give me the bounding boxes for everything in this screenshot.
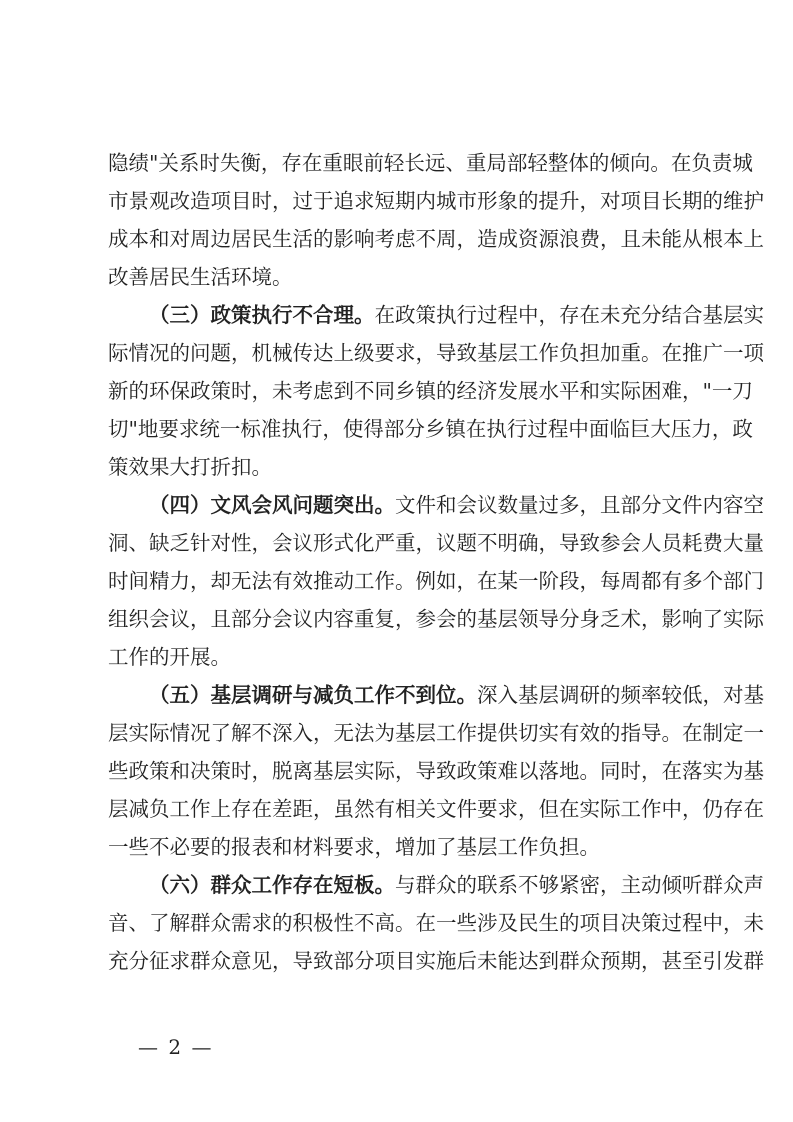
text-line: 些政策和决策时，脱离基层实际，导致政策难以落地。同时，在落实为基 bbox=[108, 759, 764, 783]
text-line: 策效果大打折扣。 bbox=[108, 455, 272, 479]
text-line: 组织会议，且部分会议内容重复，参会的基层领导分身乏术，影响了实际 bbox=[108, 607, 764, 631]
text-line: 隐绩"关系时失衡，存在重眼前轻长远、重局部轻整体的倾向。在负责城 bbox=[108, 151, 753, 175]
section-heading: （五）基层调研与减负工作不到位。 bbox=[149, 683, 477, 707]
text-line: 层减负工作上存在差距，虽然有相关文件要求，但在实际工作中，仍存在 bbox=[108, 797, 764, 821]
heading-line bbox=[108, 296, 764, 334]
text-line: 层实际情况了解不深入，无法为基层工作提供切实有效的指导。在制定一 bbox=[108, 721, 764, 745]
text-line: 新的环保政策时，未考虑到不同乡镇的经济发展水平和实际困难，"一刀 bbox=[108, 379, 753, 403]
text-line-rest: 深入基层调研的频率较低，对基 bbox=[477, 683, 764, 707]
document-body bbox=[108, 144, 764, 980]
text-line: 时间精力，却无法有效推动工作。例如，在某一阶段，每周都有多个部门 bbox=[108, 569, 764, 593]
text-line-rest: 在政策执行过程中，存在未充分结合基层实 bbox=[374, 303, 764, 327]
text-line: 音、了解群众需求的积极性不高。在一些涉及民生的项目决策过程中，未 bbox=[108, 911, 764, 935]
text-line: 一些不必要的报表和材料要求，增加了基层工作负担。 bbox=[108, 835, 600, 859]
text-line: 际情况的问题，机械传达上级要求，导致基层工作负担加重。在推广一项 bbox=[108, 341, 764, 365]
paragraph-writing-meeting-style bbox=[108, 486, 764, 676]
section-heading: （三）政策执行不合理。 bbox=[149, 303, 375, 327]
text-line: 切"地要求统一标准执行，使得部分乡镇在执行过程中面临巨大压力，政 bbox=[108, 417, 753, 441]
text-line-rest: 与群众的联系不够紧密，主动倾听群众声 bbox=[395, 873, 764, 897]
paragraph-policy-execution bbox=[108, 296, 764, 486]
text-line: 充分征求群众意见，导致部分项目实施后未能达到群众预期，甚至引发群 bbox=[108, 949, 764, 973]
heading-line bbox=[108, 866, 764, 904]
text-line: 改善居民生活环境。 bbox=[108, 265, 293, 289]
section-heading: （四）文风会风问题突出。 bbox=[149, 493, 395, 517]
paragraph-mass-work bbox=[108, 866, 764, 980]
heading-line bbox=[108, 676, 764, 714]
heading-line bbox=[108, 486, 764, 524]
text-line: 成本和对周边居民生活的影响考虑不周，造成资源浪费，且未能从根本上 bbox=[108, 227, 764, 251]
page-number: — 2 — bbox=[138, 1035, 214, 1059]
text-line-rest: 文件和会议数量过多，且部分文件内容空 bbox=[395, 493, 764, 517]
paragraph-grassroots-research bbox=[108, 676, 764, 866]
text-line: 洞、缺乏针对性，会议形式化严重，议题不明确，导致参会人员耗费大量 bbox=[108, 531, 764, 555]
section-heading: （六）群众工作存在短板。 bbox=[149, 873, 395, 897]
paragraph-continued bbox=[108, 144, 764, 296]
text-line: 市景观改造项目时，过于追求短期内城市形象的提升，对项目长期的维护 bbox=[108, 189, 764, 213]
text-line: 工作的开展。 bbox=[108, 645, 231, 669]
